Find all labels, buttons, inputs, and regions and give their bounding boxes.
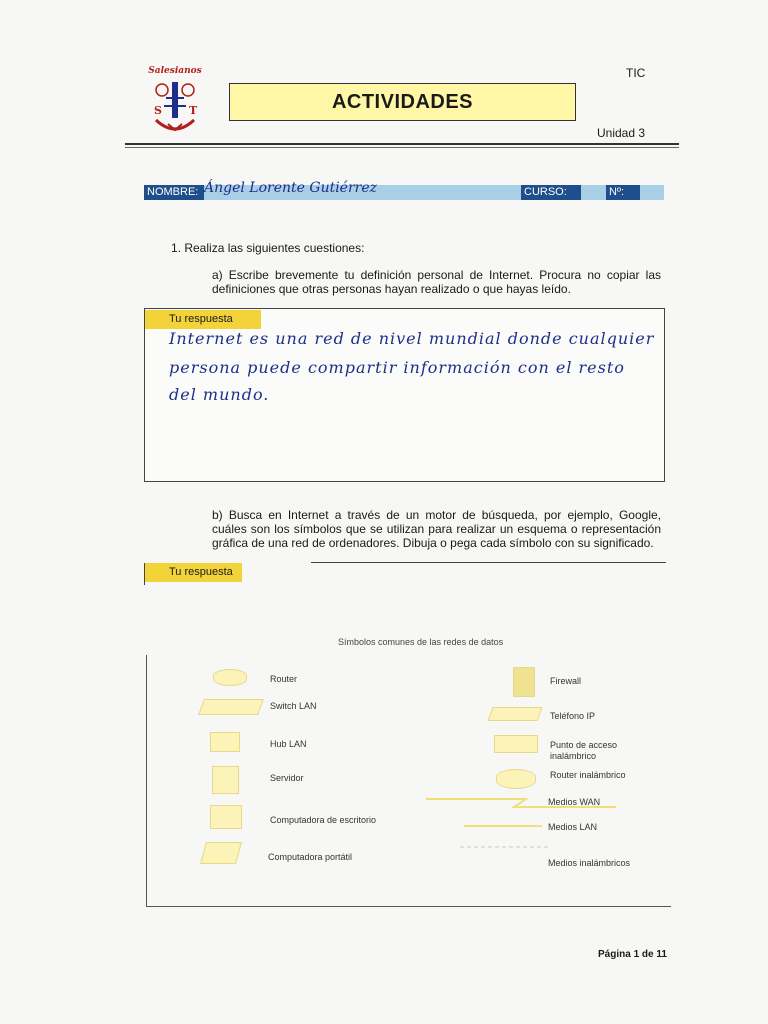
ip-phone-icon: [487, 707, 542, 721]
answer-box-a[interactable]: [144, 308, 665, 482]
handwritten-line-2: persona puede compartir información con el resto: [169, 358, 625, 377]
switch-icon: [198, 699, 264, 715]
diagram-bottom-border: [146, 906, 671, 907]
answer-b-top-rule: [311, 562, 666, 563]
symbol-label-ip-phone: Teléfono IP: [550, 711, 596, 721]
firewall-icon: [513, 667, 535, 697]
name-label: NOMBRE:: [144, 185, 204, 200]
symbol-label-laptop: Computadora portátil: [268, 852, 353, 862]
symbol-label-access-point: Punto de acceso inalámbrico: [550, 740, 618, 761]
handwritten-line-1: Internet es una red de nivel mundial donde cualquier: [169, 329, 655, 348]
symbol-label-lan: Medios LAN: [548, 822, 598, 832]
symbol-label-wireless: Medios inalámbricos: [548, 858, 631, 868]
lan-media-icon: [464, 825, 542, 827]
header-rule-thin: [125, 147, 679, 148]
svg-text:T: T: [189, 104, 198, 117]
router-icon: [213, 669, 247, 686]
desktop-computer-icon: [210, 805, 242, 829]
subject-label: TIC: [626, 66, 646, 80]
handwritten-line-3: del mundo.: [169, 385, 270, 404]
title-box: [229, 83, 576, 121]
laptop-icon: [200, 842, 242, 864]
name-field[interactable]: Ángel Lorente Gutiérrez: [204, 180, 378, 196]
symbol-label-wireless-router: Router inalámbrico: [550, 770, 626, 780]
svg-text:S: S: [154, 104, 162, 117]
question-heading: 1. Realiza las siguientes cuestiones:: [171, 241, 365, 255]
number-label: Nº:: [606, 185, 640, 200]
page-title: ACTIVIDADES: [331, 91, 474, 113]
question-b-text: b) Busca en Internet a través de un motor de búsqueda, por ejemplo, Google, cuáles son los símbolos que se utilizan para realizar un esquema o representación gráfica de una red de ordenadores. Dibuja o pega cada símbolo con su significado.: [212, 508, 661, 550]
logo-text: Salesianos: [148, 66, 202, 76]
hub-icon: [210, 732, 240, 752]
answer-tag-b: Tu respuesta: [144, 563, 242, 582]
diagram-title: Símbolos comunes de las redes de datos: [338, 637, 504, 647]
answer-b-left-rule: [144, 563, 145, 585]
symbol-label-hub: Hub LAN: [270, 739, 307, 749]
symbol-label-firewall: Firewall: [550, 676, 582, 686]
header-rule: [125, 143, 679, 145]
answer-tag-a: Tu respuesta: [145, 310, 261, 329]
symbol-label-switch: Switch LAN: [270, 701, 317, 711]
page-number: Página 1 de 11: [598, 949, 667, 960]
wireless-router-icon: [496, 769, 536, 789]
diagram-left-border: [146, 655, 147, 907]
symbol-label-desktop: Computadora de escritorio: [270, 815, 377, 825]
unit-label: Unidad 3: [597, 126, 646, 140]
student-info-bar: [144, 180, 664, 200]
server-icon: [212, 766, 239, 794]
wireless-media-icon: [460, 842, 550, 852]
salesianos-logo: [146, 68, 204, 140]
course-label: CURSO:: [521, 185, 581, 200]
symbol-label-wan: Medios WAN: [548, 797, 601, 807]
symbol-label-server: Servidor: [270, 773, 304, 783]
question-a-text: a) Escribe brevemente tu definición personal de Internet. Procura no copiar las definiciones que otras personas hayan realizado o que hayas leído.: [212, 268, 661, 296]
symbol-label-router: Router: [270, 674, 298, 684]
wireless-access-point-icon: [494, 735, 538, 753]
